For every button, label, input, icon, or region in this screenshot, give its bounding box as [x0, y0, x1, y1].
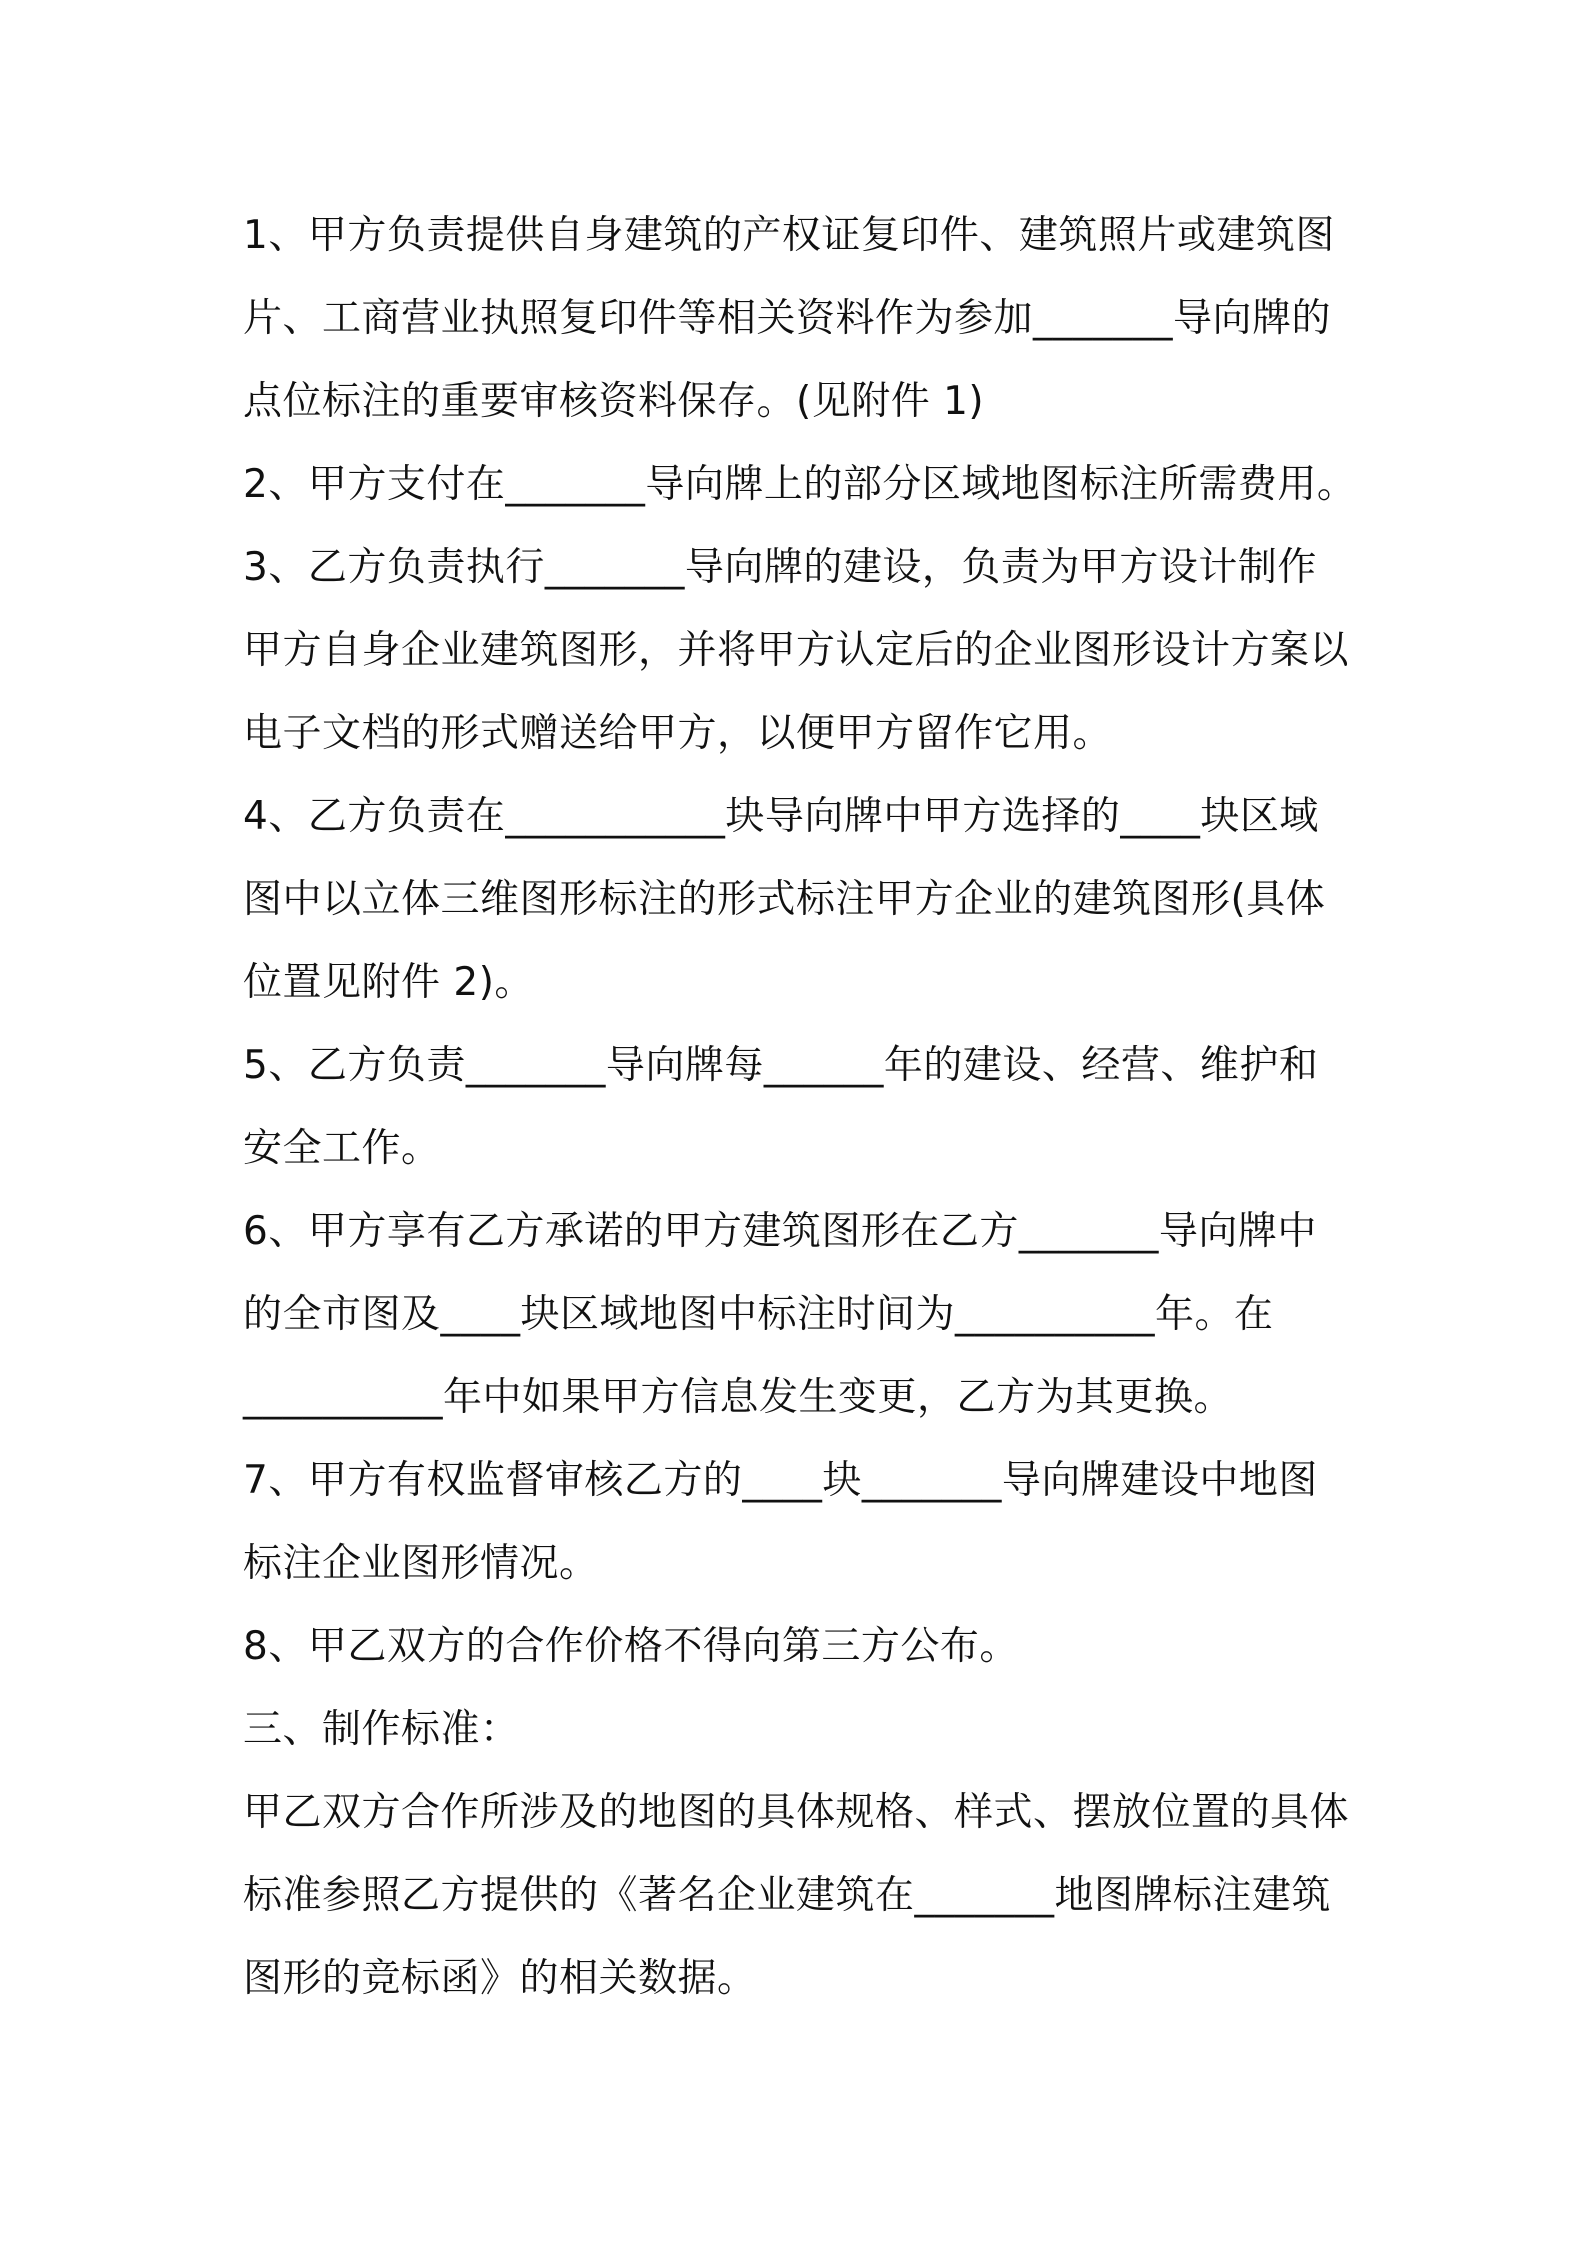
text-line: 甲方自身企业建筑图形，并将甲方认定后的企业图形设计方案以 — [243, 628, 1350, 673]
text-line: 1、甲方负责提供自身建筑的产权证复印件、建筑照片或建筑图 — [243, 213, 1335, 258]
text-line: 8、甲乙双方的合作价格不得向第三方公布。 — [243, 1624, 1019, 1669]
section-heading: 三、制作标准： — [243, 1707, 520, 1752]
text-line: 5、乙方负责_______导向牌每______年的建设、经营、维护和 — [243, 1043, 1319, 1088]
text-line: 6、甲方享有乙方承诺的甲方建筑图形在乙方_______导向牌中 — [243, 1209, 1317, 1254]
text-line: 甲乙双方合作所涉及的地图的具体规格、样式、摆放位置的具体 — [243, 1790, 1350, 1835]
document-body — [243, 194, 1363, 2020]
text-line: 3、乙方负责执行_______导向牌的建设，负责为甲方设计制作 — [243, 545, 1317, 590]
text-line: 标注企业图形情况。 — [243, 1541, 599, 1586]
text-line: 片、工商营业执照复印件等相关资料作为参加_______导向牌的 — [243, 296, 1332, 341]
text-line: 7、甲方有权监督审核乙方的____块_______导向牌建设中地图 — [243, 1458, 1318, 1503]
text-line: 位置见附件 2)。 — [243, 960, 534, 1005]
text-line: 图中以立体三维图形标注的形式标注甲方企业的建筑图形(具体 — [243, 877, 1326, 922]
text-line: 图形的竞标函》的相关数据。 — [243, 1956, 757, 2001]
text-line: 4、乙方负责在___________块导向牌中甲方选择的____块区域 — [243, 794, 1319, 839]
text-line: 点位标注的重要审核资料保存。(见附件 1) — [243, 379, 985, 424]
text-line: 标准参照乙方提供的《著名企业建筑在_______地图牌标注建筑 — [243, 1873, 1332, 1918]
text-line: 电子文档的形式赠送给甲方，以便甲方留作它用。 — [243, 711, 1113, 756]
text-line: 的全市图及____块区域地图中标注时间为__________年。在 — [243, 1292, 1274, 1337]
text-line: 安全工作。 — [243, 1126, 441, 1171]
text-line: __________年中如果甲方信息发生变更，乙方为其更换。 — [243, 1375, 1234, 1420]
text-line: 2、甲方支付在_______导向牌上的部分区域地图标注所需费用。 — [243, 462, 1357, 507]
